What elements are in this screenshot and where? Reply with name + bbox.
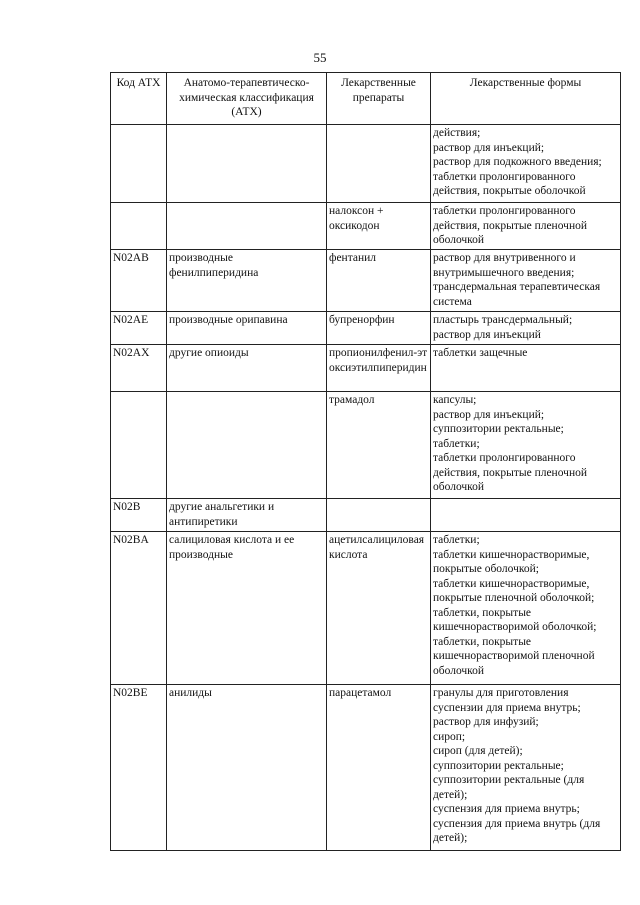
cell-drug: бупренорфин: [327, 312, 431, 345]
form-line: трансдермальная терапевтическая: [433, 281, 601, 293]
cell-classification: [167, 499, 327, 532]
table-row: [111, 250, 621, 312]
form-line: таблетки пролонгированного: [433, 170, 576, 183]
form-line: кишечнорастворимой оболочкой;: [433, 621, 597, 633]
form-line: раствор для подкожного введения;: [433, 156, 602, 168]
form-line: оболочкой: [433, 234, 485, 246]
cell-classification: [167, 532, 327, 685]
form-line: оболочкой: [433, 664, 485, 677]
form-line: суспензия для приема внутрь (для: [433, 817, 601, 830]
drug-name: ацетилсалициловая кислота: [329, 534, 425, 561]
classification-name: другие анальгетики и антипиретики: [169, 501, 275, 528]
cell-drug: парацетамол: [327, 685, 431, 851]
header-drugs: Лекарственные препараты: [327, 73, 431, 125]
cell-classification: [167, 392, 327, 499]
cell-forms: [431, 685, 621, 851]
cell-code: N02AE: [111, 312, 167, 345]
table-row: [111, 203, 621, 250]
cell-drug: [327, 203, 431, 250]
form-line: таблетки, покрытые: [433, 606, 532, 619]
cell-classification: анилиды: [167, 685, 327, 851]
form-line: раствор для инъекций;: [433, 141, 545, 154]
cell-forms: [431, 250, 621, 312]
table-header-row: [111, 73, 621, 125]
cell-code: N02AB: [111, 250, 167, 312]
form-line: детей);: [433, 788, 468, 801]
form-line: оболочкой: [433, 481, 485, 493]
form-line: таблетки пролонгированного: [433, 452, 576, 464]
form-line: действия, покрытые оболочкой: [433, 185, 586, 197]
table-row: [111, 392, 621, 499]
form-line: таблетки защечные: [433, 347, 528, 359]
cell-classification: [167, 125, 327, 203]
form-line: пластырь трансдермальный;: [433, 314, 573, 326]
cell-classification: производные орипавина: [167, 312, 327, 345]
table-row: [111, 125, 621, 203]
table-row: [111, 345, 621, 392]
form-line: раствор для инъекций: [433, 328, 541, 341]
cell-code: N02BA: [111, 532, 167, 685]
form-line: таблетки;: [433, 534, 480, 546]
cell-classification: [167, 203, 327, 250]
cell-forms: [431, 499, 621, 532]
atc-drug-table: [110, 72, 621, 851]
form-line: сироп;: [433, 730, 466, 743]
form-line: покрытые оболочкой;: [433, 563, 539, 575]
cell-drug: [327, 125, 431, 203]
classification-name: салициловая кислота и ее производные: [169, 534, 295, 561]
form-line: капсулы;: [433, 394, 477, 406]
form-line: детей);: [433, 832, 468, 844]
header-code: Код АТХ: [111, 73, 167, 125]
form-line: раствор для инъекций;: [433, 408, 545, 421]
page-number: 55: [313, 50, 327, 65]
table-row: [111, 532, 621, 685]
form-line: таблетки, покрытые: [433, 635, 532, 648]
form-line: действия, покрытые пленочной: [433, 219, 588, 232]
form-line: кишечнорастворимой пленочной: [433, 650, 595, 662]
form-line: суппозитории ректальные;: [433, 423, 564, 435]
drug-name: налоксон + оксикодон: [329, 205, 384, 232]
cell-code: [111, 203, 167, 250]
form-line: суппозитории ректальные;: [433, 759, 564, 772]
cell-drug: [327, 499, 431, 532]
form-line: действия, покрытые пленочной: [433, 466, 588, 479]
form-line: суспензии для приема внутрь;: [433, 701, 581, 714]
header-forms: Лекарственные формы: [431, 73, 621, 125]
cell-forms: [431, 345, 621, 392]
form-line: таблетки пролонгированного: [433, 205, 576, 217]
form-line: сироп (для детей);: [433, 745, 523, 757]
cell-code: N02B: [111, 499, 167, 532]
drug-name: пропионилфенил-этоксиэтилпиперидин: [329, 347, 428, 374]
cell-code: [111, 125, 167, 203]
cell-drug: [327, 345, 431, 392]
form-line: покрытые пленочной оболочкой;: [433, 592, 595, 604]
cell-classification: другие опиоиды: [167, 345, 327, 392]
form-line: суппозитории ректальные (для: [433, 774, 585, 786]
form-line: таблетки кишечнорастворимые,: [433, 577, 590, 590]
header-classification: Анатомо-терапевтическо-химическая классификация (АТХ): [167, 73, 327, 125]
form-line: гранулы для приготовления: [433, 687, 569, 699]
cell-drug: [327, 532, 431, 685]
cell-classification: [167, 250, 327, 312]
cell-code: N02BE: [111, 685, 167, 851]
form-line: система: [433, 295, 472, 308]
classification-name: производные фенилпиперидина: [169, 252, 259, 279]
cell-forms: [431, 532, 621, 685]
cell-code: [111, 392, 167, 499]
cell-drug: трамадол: [327, 392, 431, 499]
form-line: раствор для внутривенного и: [433, 252, 576, 264]
cell-drug: фентанил: [327, 250, 431, 312]
cell-forms: [431, 203, 621, 250]
table-row: [111, 312, 621, 345]
form-line: раствор для инфузий;: [433, 716, 539, 728]
form-line: действия;: [433, 127, 481, 139]
cell-forms: [431, 392, 621, 499]
form-line: таблетки;: [433, 437, 480, 450]
table-row: [111, 685, 621, 851]
cell-forms: [431, 312, 621, 345]
cell-forms: [431, 125, 621, 203]
form-line: внутримышечного введения;: [433, 266, 575, 279]
form-line: суспензия для приема внутрь;: [433, 803, 580, 815]
form-line: таблетки кишечнорастворимые,: [433, 548, 590, 561]
table-row: [111, 499, 621, 532]
cell-code: N02AX: [111, 345, 167, 392]
